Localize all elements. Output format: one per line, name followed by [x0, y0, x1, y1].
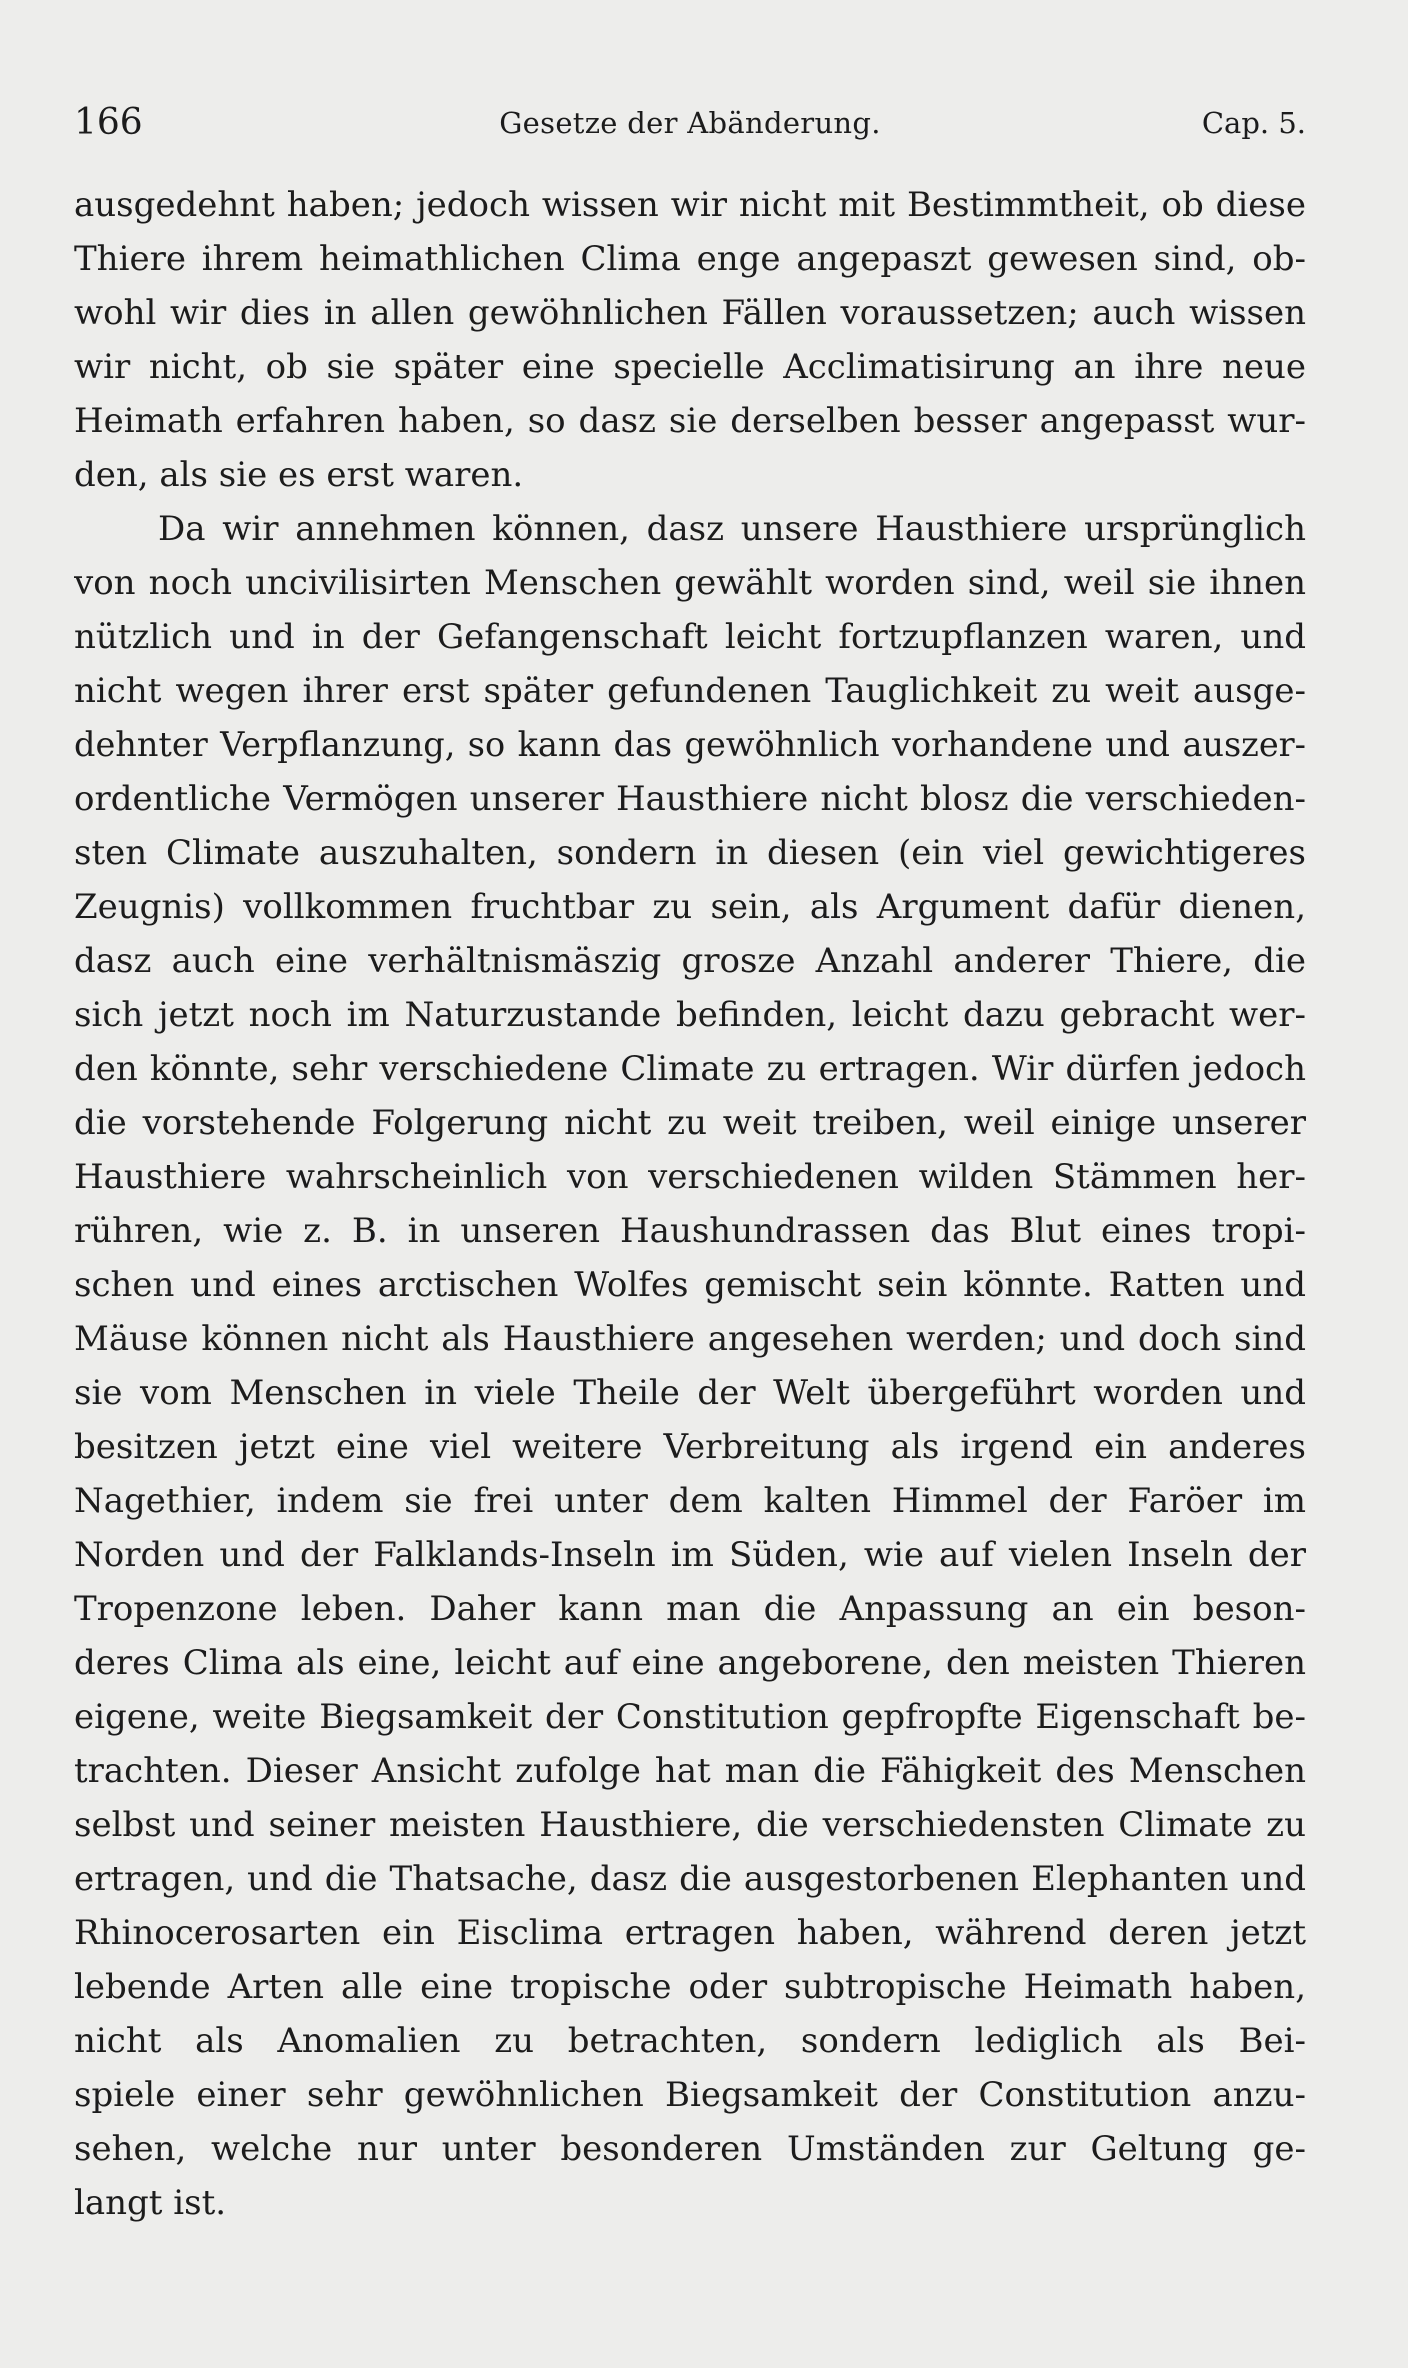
text-line: nicht als Anomalien zu betrachten, sondern lediglich als Bei- — [74, 2021, 1306, 2061]
text-line: ertragen, und die Thatsache, dasz die ausgestorbenen Elephanten und — [74, 1859, 1306, 1899]
page-number: 166 — [74, 102, 143, 143]
text-line: nützlich und in der Gefangenschaft leicht fortzupflanzen waren, und — [74, 617, 1306, 657]
text-line: Tropenzone leben. Daher kann man die Anpassung an ein beson- — [74, 1589, 1306, 1629]
text-line: sehen, welche nur unter besonderen Umständen zur Geltung ge- — [74, 2129, 1306, 2169]
text-line: Zeugnis) vollkommen fruchtbar zu sein, als Argument dafür dienen, — [74, 887, 1306, 927]
running-head — [74, 98, 1306, 148]
text-line: sie vom Menschen in viele Theile der Welt übergeführt worden und — [74, 1373, 1306, 1413]
text-line: Thiere ihrem heimathlichen Clima enge angepaszt gewesen sind, ob- — [74, 239, 1306, 279]
body-text — [74, 178, 1306, 2230]
text-line: ausgedehnt haben; jedoch wissen wir nicht mit Bestimmtheit, ob diese — [74, 185, 1306, 225]
text-line: ordentliche Vermögen unserer Hausthiere nicht blosz die verschieden- — [74, 779, 1306, 819]
text-line: Da wir annehmen können, dasz unsere Hausthiere ursprünglich — [158, 509, 1306, 549]
text-line: eigene, weite Biegsamkeit der Constitution gepfropfte Eigenschaft be- — [74, 1697, 1306, 1737]
text-line: dasz auch eine verhältnismäszig grosze Anzahl anderer Thiere, die — [74, 941, 1306, 981]
text-line: deres Clima als eine, leicht auf eine angeborene, den meisten Thieren — [74, 1643, 1306, 1683]
text-line: Hausthiere wahrscheinlich von verschiedenen wilden Stämmen her- — [74, 1157, 1306, 1197]
text-line: langt ist. — [74, 2183, 227, 2223]
text-line: dehnter Verpflanzung, so kann das gewöhnlich vorhandene und auszer- — [74, 725, 1306, 764]
text-line: wir nicht, ob sie später eine specielle Acclimatisirung an ihre neue — [74, 347, 1306, 387]
text-line: den, als sie es erst waren. — [74, 455, 524, 495]
text-line: selbst und seiner meisten Hausthiere, die verschiedensten Climate zu — [74, 1805, 1306, 1845]
text-line: Nagethier, indem sie frei unter dem kalten Himmel der Faröer im — [74, 1481, 1306, 1521]
text-line: nicht wegen ihrer erst später gefundenen Tauglichkeit zu weit ausge- — [74, 671, 1306, 711]
text-line: Heimath erfahren haben, so dasz sie derselben besser angepasst wur- — [74, 401, 1306, 441]
text-line: von noch uncivilisirten Menschen gewählt worden sind, weil sie ihnen — [74, 563, 1306, 603]
text-line: rühren, wie z. B. in unseren Haushundrassen das Blut eines tropi- — [74, 1211, 1306, 1251]
text-line: den könnte, sehr verschiedene Climate zu ertragen. Wir dürfen jedoch — [74, 1049, 1306, 1089]
text-line: Rhinocerosarten ein Eisclima ertragen haben, während deren jetzt — [74, 1913, 1306, 1953]
text-line: trachten. Dieser Ansicht zufolge hat man die Fähigkeit des Menschen — [74, 1751, 1306, 1791]
text-line: die vorstehende Folgerung nicht zu weit treiben, weil einige unserer — [74, 1103, 1306, 1143]
running-title: Gesetze der Abänderung. — [499, 106, 881, 140]
text-line: spiele einer sehr gewöhnlichen Biegsamkeit der Constitution anzu- — [74, 2075, 1306, 2115]
text-line: besitzen jetzt eine viel weitere Verbreitung als irgend ein anderes — [74, 1427, 1306, 1467]
chapter-reference: Cap. 5. — [1201, 106, 1306, 140]
text-line: wohl wir dies in allen gewöhnlichen Fällen voraussetzen; auch wissen — [74, 293, 1306, 333]
text-line: sten Climate auszuhalten, sondern in diesen (ein viel gewichtigeres — [74, 833, 1306, 873]
text-line: lebende Arten alle eine tropische oder subtropische Heimath haben, — [74, 1967, 1306, 2007]
text-line: Norden und der Falklands-Inseln im Süden, wie auf vielen Inseln der — [74, 1535, 1306, 1575]
text-line: sich jetzt noch im Naturzustande befinden, leicht dazu gebracht wer- — [74, 995, 1306, 1035]
text-line: Mäuse können nicht als Hausthiere angesehen werden; und doch sind — [74, 1319, 1306, 1359]
text-line: schen und eines arctischen Wolfes gemischt sein könnte. Ratten und — [74, 1265, 1306, 1305]
